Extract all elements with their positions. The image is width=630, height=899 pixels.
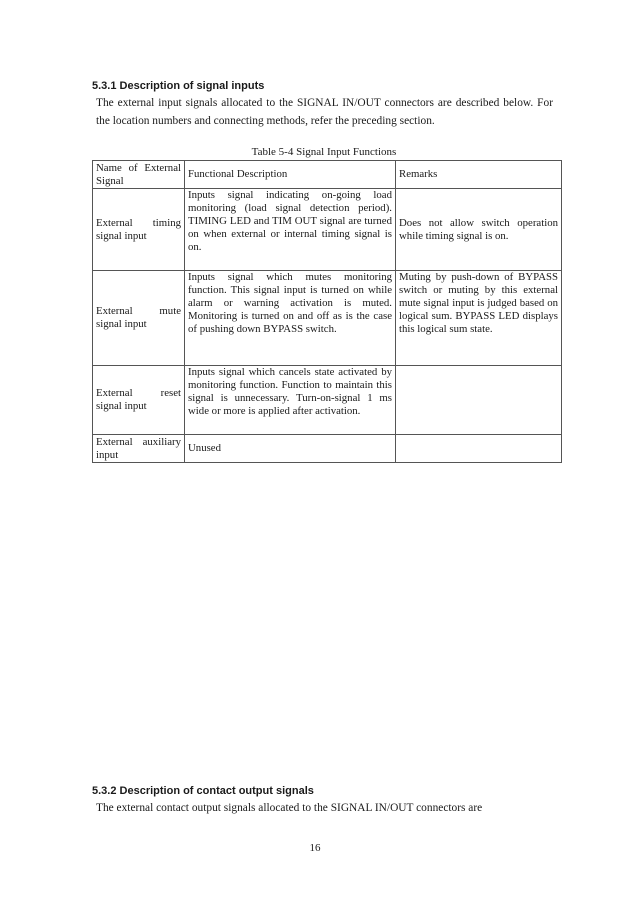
header-remarks: Remarks xyxy=(396,161,562,189)
row-description: Inputs signal which mutes monitoring function. This signal input is turned on while alarm or warning activation is muted. Monitoring is turned on and off as is the case of pushing down BYPASS switch. xyxy=(185,271,396,366)
row-description: Inputs signal indicating on-going load monitoring (load signal detection period). TIMING LED and TIM OUT signal are turned on when external or internal timing signal is on. xyxy=(185,189,396,271)
row-remarks xyxy=(396,435,562,463)
page-number: 16 xyxy=(309,842,321,854)
header-description: Functional Description xyxy=(185,161,396,189)
table-row xyxy=(93,271,562,366)
row-description: Unused xyxy=(185,435,396,463)
table-row xyxy=(93,366,562,435)
section-heading-5-3-2: 5.3.2 Description of contact output signals xyxy=(92,785,314,797)
intro-paragraph: The external input signals allocated to the SIGNAL IN/OUT connectors are described below. For the location numbers and connecting methods, refer the preceding section. xyxy=(96,97,553,127)
row-remarks xyxy=(396,366,562,435)
section-heading-5-3-1: 5.3.1 Description of signal inputs xyxy=(92,80,265,92)
row-name: External auxiliary input xyxy=(93,435,185,463)
row-remarks: Does not allow switch operation while timing signal is on. xyxy=(396,189,562,271)
header-name: Name of External Signal xyxy=(93,161,185,189)
table-row xyxy=(93,435,562,463)
row-description: Inputs signal which cancels state activated by monitoring function. Function to maintain this signal is unnecessary. Turn-on-signal 1 ms wide or more is applied after activation. xyxy=(185,366,396,435)
row-name: External timing signal input xyxy=(93,189,185,271)
signal-input-table xyxy=(92,160,562,463)
row-name: External mute signal input xyxy=(93,271,185,366)
table-header-row xyxy=(93,161,562,189)
row-name: External reset signal input xyxy=(93,366,185,435)
table-caption: Table 5-4 Signal Input Functions xyxy=(251,146,397,158)
row-remarks: Muting by push-down of BYPASS switch or muting by this external mute signal input is judged based on logical sum. BYPASS LED displays this logical sum state. xyxy=(396,271,562,366)
contact-output-paragraph: The external contact output signals allocated to the SIGNAL IN/OUT connectors are xyxy=(96,802,483,814)
table-row xyxy=(93,189,562,271)
